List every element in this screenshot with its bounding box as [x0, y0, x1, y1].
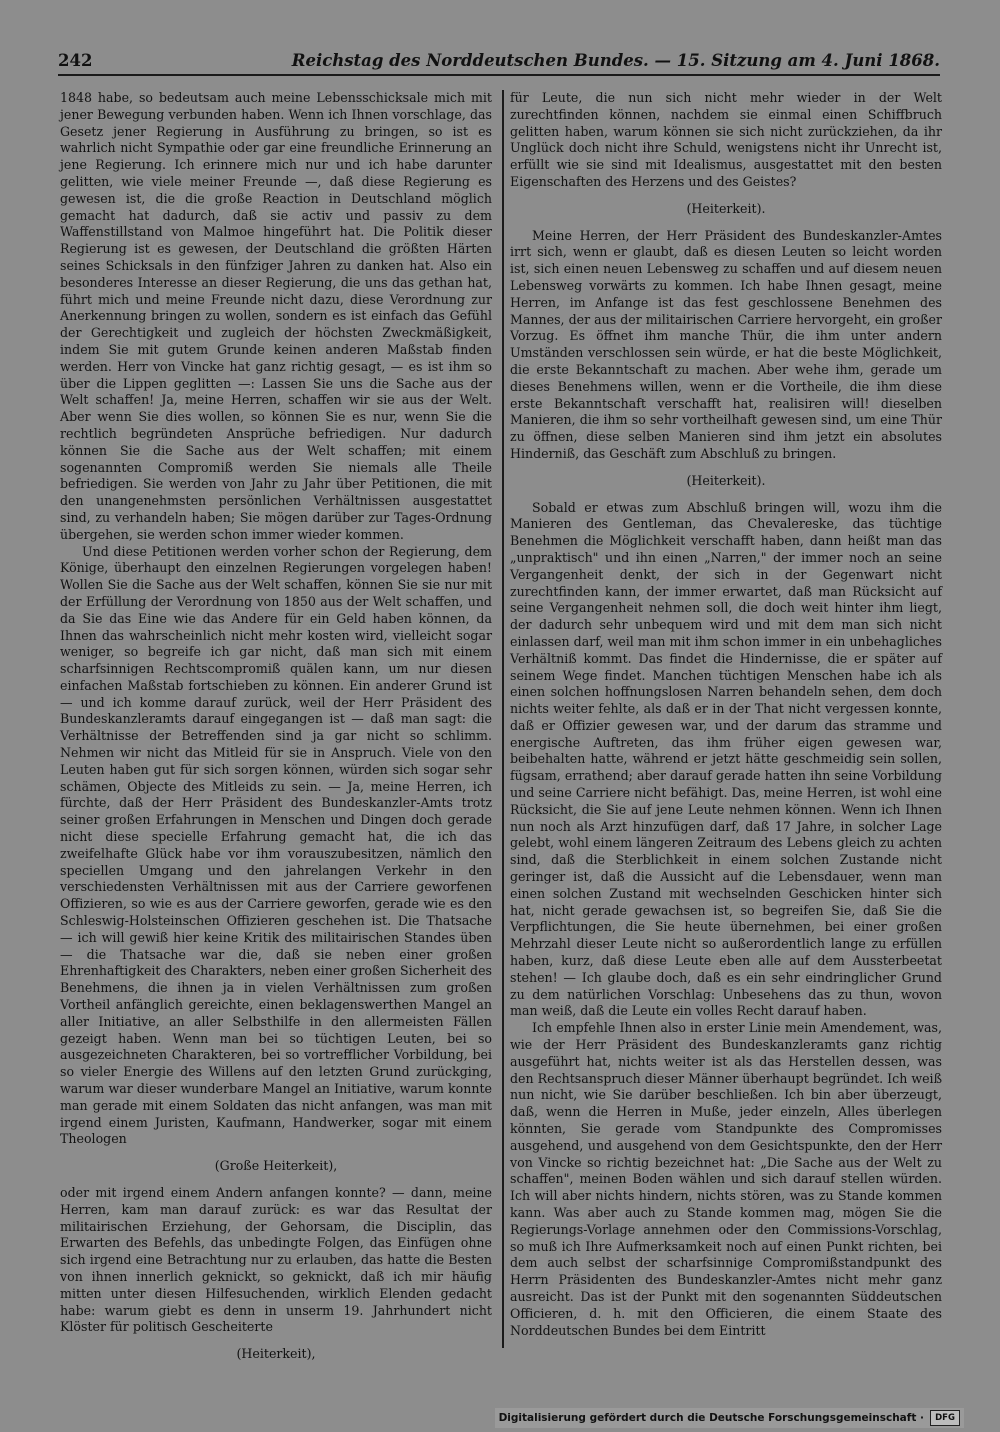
running-title: Reichstag des Norddeutschen Bundes. — 15. Sitzung am 4. Juni 1868.: [291, 51, 940, 70]
left-paragraph-3: oder mit irgend einem Andern anfangen konnte? — dann, meine Herren, kam man darauf zurück: es war das Resultat der militairischen Erziehung, der Gehorsam, die Disciplin, das Erwarten des Befehls, das unbedingte Folgen, das Einfügen ohne sich irgend eine Betrachtung nur zu erlauben, das hatte die Besten von ihnen innerlich geknickt, so geknickt, daß ich mir häufig mitten unter diesen Hilfesuchenden, wirklich Elenden gedacht habe: warum giebt es denn in unserm 19. Jahrhundert nicht Klöster für politisch Gescheiterte: [60, 1185, 492, 1335]
right-paragraph-1: für Leute, die nun sich nicht mehr wieder in der Welt zurechtfinden können, nachdem sie einmal einen Schiffbruch gelitten haben, warum können sie sich nicht zurückziehen, da ihr Unglück doch nicht ihre Schuld, wenigstens nicht ihr Unrecht ist, erfüllt wie sie sind mit Idealismus, ausgestattet mit den besten Eigenschaften des Herzens und des Geistes?: [510, 90, 942, 189]
page-header: [58, 50, 940, 72]
left-stage-direction-2: (Heiterkeit),: [236, 1346, 316, 1362]
digitization-credit: [495, 1408, 964, 1428]
left-stage-direction-1: (Große Heiterkeit),: [214, 1158, 338, 1174]
right-stage-direction-2: (Heiterkeit).: [686, 472, 766, 488]
right-paragraph-2: Meine Herren, der Herr Präsident des Bundeskanzler-Amtes irrt sich, wenn er glaubt, daß es diesen Leuten so leicht worden ist, sich einen neuen Lebensweg zu schaffen und auf diesem neuen Lebensweg vorwärts zu kommen. Ich habe Ihnen gesagt, meine Herren, im Anfange ist das fest geschlossene Benehmen des Mannes, der aus der militairischen Carriere hervorgeht, ein großer Vorzug. Es öffnet ihm manche Thür, die ihm unter andern Umständen verschlossen sein würde, er hat die beste Möglichkeit, die erste Bekanntschaft zu machen. Aber wehe ihm, gerade um dieses Benehmens willen, wenn er die Vortheile, die ihm diese erste Bekanntschaft verschafft hat, realisiren will! dieselben Manieren, die ihm so sehr vortheilhaft gewesen sind, um eine Thür zu öffnen, diese selben Manieren sind ihm jetzt ein absolutes Hinderniß, das Geschäft zum Abschluß zu bringen.: [510, 227, 942, 461]
right-stage-direction-1: (Heiterkeit).: [686, 200, 766, 216]
credit-text: Digitalisierung gefördert durch die Deutsche Forschungsgemeinschaft ·: [498, 1412, 924, 1424]
right-paragraph-4: Ich empfehle Ihnen also in erster Linie mein Amendement, was, wie der Herr Präsident des Bundeskanzleramts ganz richtig ausgeführt hat, nichts weiter ist als das Herstellen dessen, was den Rechtsanspruch dieser Männer überhaupt begründet. Ich weiß nun nicht, wie Sie darüber beschließen. Ich bin aber überzeugt, daß, wenn die Herren in Muße, jeder einzeln, Alles überlegen könnten, Sie gerade vom Standpunkte des Compromisses ausgehend, und ausgehend von dem Gesichtspunkte, den der Herr von Vincke so richtig bezeichnet hat: „Die Sache aus der Welt zu schaffen", meinen Boden wählen und sich darauf stellen würden. Ich will aber nichts hindern, nichts stören, was zu Stande kommen kann. Was aber auch zu Stande kommen mag, mögen Sie die Regierungs-Vorlage annehmen oder den Commissions-Vorschlag, so muß ich Ihre Aufmerksamkeit noch auf einen Punkt richten, bei dem auch selbst der scharfsinnige Compromißstandpunkt des Herrn Präsidenten des Bundeskanzler-Amtes nicht mehr ganz ausreicht. Das ist der Punkt mit den sogenannten Süddeutschen Officieren, d. h. mit den Officieren, die einem Staate des Norddeutschen Bundes bei dem Eintritt: [510, 1020, 942, 1338]
left-paragraph-1: 1848 habe, so bedeutsam auch meine Lebensschicksale mich mit jener Bewegung verbunden haben. Wenn ich Ihnen vorschlage, das Gesetz jener Regierung in Ausführung zu bringen, so ist es wahrlich nicht Sympathie oder gar eine freundliche Erinnerung an jene Regierung. Ich erinnere mich nur und ich habe darunter gelitten, wie viele meiner Freunde —, daß diese Regierung es gewesen ist, die die große Reaction in Deutschland möglich gemacht hat dadurch, daß sie activ und passiv zu dem Waffenstillstand von Malmoe hingeführt hat. Die Politik dieser Regierung ist es gewesen, der Deutschland die größten Härten seines Schicksals in den fünfziger Jahren zu danken hat. Also ein besonderes Interesse an dieser Regierung, die uns das gethan hat, führt mich und meine Freunde nicht dazu, diese Verordnung zur Anerkennung bringen zu wollen, sondern es ist einfach das Gefühl der Gerechtigkeit und zugleich der höchsten Zweckmäßigkeit, indem Sie mit gutem Grunde keinen anderen Maßstab finden werden. Herr von Vincke hat ganz richtig gesagt, — es ist ihm so über die Lippen geglitten —: Lassen Sie uns die Sache aus der Welt schaffen! Ja, meine Herren, schaffen wir sie aus der Welt. Aber wenn Sie dies wollen, so können Sie es nur, wenn Sie die rechtlich begründeten Ansprüche befriedigen. Nur dadurch können Sie die Sache aus der Welt schaffen; mit einem sogenannten Compromiß werden Sie niemals alle Theile befriedigen. Sie werden von Jahr zu Jahr über Petitionen, die mit den unangenehmsten persönlichen Verhältnissen ausgestattet sind, zu verhandeln haben; Sie mögen darüber zur Tages-Ordnung übergehen, sie werden schon immer wieder kommen.: [60, 90, 492, 542]
header-rule: [58, 74, 940, 76]
left-column: [60, 90, 492, 1373]
dfg-logo-icon: DFG: [930, 1410, 960, 1426]
right-column: [510, 90, 942, 1339]
left-paragraph-2: Und diese Petitionen werden vorher schon der Regierung, dem Könige, überhaupt den einzelnen Regierungen vorgelegen haben! Wollen Sie die Sache aus der Welt schaffen, können Sie sie nur mit der Erfüllung der Verordnung von 1850 aus der Welt schaffen, und da Sie das Eine wie das Andere für ein Geld haben können, da Ihnen das wahrscheinlich nicht mehr kosten wird, vielleicht sogar weniger, so begreife ich gar nicht, daß man sich mit einem scharfsinnigen Rechtscompromiß quälen kann, um nur diesen einfachen Maßstab fortschieben zu können. Ein anderer Grund ist — und ich komme darauf zurück, weil der Herr Präsident des Bundeskanzleramts darauf eingegangen ist — daß man sagt: die Verhältnisse der Betreffenden sind ja gar nicht so schlimm. Nehmen wir nicht das Mitleid für sie in Anspruch. Viele von den Leuten haben gut für sich sorgen können, würden sich sogar sehr schämen, Objecte des Mitleids zu sein. — Ja, meine Herren, ich fürchte, daß der Herr Präsident des Bundeskanzler-Amts trotz seiner großen Erfahrungen in Menschen und Dingen doch gerade nicht diese specielle Erfahrung gemacht hat, die ich das zweifelhafte Glück habe vor ihm vorauszubesitzen, nämlich den speciellen Umgang und den jahrelangen Verkehr in den verschiedensten Verhältnissen mit aus der Carriere geworfenen Offizieren, so wie es aus der Carriere geworfen, gerade wie es den Schleswig-Holsteinschen Offizieren geschehen ist. Die Thatsache — ich will gewiß hier keine Kritik des militairischen Standes üben — die Thatsache war die, daß sie neben einer großen Ehrenhaftigkeit des Charakters, neben einer großen Sicherheit des Benehmens, die ihnen ja in vielen Verhältnissen zum großen Vortheil anfänglich gereichte, einen beklagenswerthen Mangel an aller Initiative, an aller Selbsthilfe in den allermeisten Fällen gezeigt haben. Wenn man bei so tüchtigen Leuten, bei so ausgezeichneten Charakteren, bei so vortrefflicher Vorbildung, bei so vieler Energie des Willens auf den letzten Grund zurückging, warum war dieser wunderbare Mangel an Initiative, warum konnte man gerade mit einem Soldaten das nicht anfangen, was man mit irgend einem Juristen, Kaufmann, Handwerker, sogar mit einem Theologen: [60, 543, 492, 1147]
right-paragraph-3: Sobald er etwas zum Abschluß bringen will, wozu ihm die Manieren des Gentleman, das Chevalereske, das tüchtige Benehmen die Möglichkeit verschafft haben, dann heißt man das „unpraktisch" und ihn einen „Narren," der immer noch an seine Vergangenheit denkt, der sich in der Gegenwart nicht zurechtfinden kann, der immer erwartet, daß man Rücksicht auf seine Vergangenheit nehmen soll, die doch weit hinter ihm liegt, der dadurch sehr unbequem wird und mit dem man sich nicht einlassen darf, weil man mit ihm schon immer in ein unbehagliches Verhältniß kommt. Das findet die Hindernisse, die er später auf seinem Wege findet. Manchen tüchtigen Menschen habe ich als einen solchen hoffnungslosen Narren behandeln sehen, dem doch nichts weiter fehlte, als daß er in der That nicht vergessen konnte, daß er Offizier gewesen war, und der darum das stramme und energische Auftreten, das ihm früher eigen gewesen war, beibehalten hatte, während er jetzt hätte geschmeidig sein sollen, fügsam, errathend; aber darauf gerade hatten ihn seine Vorbildung und seine Carriere nicht befähigt. Das, meine Herren, ist wohl eine Rücksicht, die Sie auf jene Leute nehmen können. Wenn ich Ihnen nun noch als Arzt hinzufügen darf, daß 17 Jahre, in solcher Lage gelebt, wohl einem längeren Zeitraum des Lebens gleich zu achten sind, daß die Sterblichkeit in einem solchen Zustande nicht geringer ist, daß die Aussicht auf die Lebensdauer, wenn man einen solchen Zustand mit wechselnden Geschicken hinter sich hat, nicht gerade gewachsen ist, so begreifen Sie, daß Sie die Verpflichtungen, die Sie heute übernehmen, bei einer großen Mehrzahl dieser Leute nicht so außerordentlich lange zu erfüllen haben, kurz, daß diese Leute eben alle auf dem Aussterbeetat stehen! — Ich glaube doch, daß es ein sehr eindringlicher Grund zu dem natürlichen Vorschlag: Unbesehens das zu thun, wovon man weiß, daß die Leute ein volles Recht darauf haben.: [510, 499, 942, 1019]
column-divider: [502, 90, 504, 1348]
page-number: 242: [58, 51, 93, 70]
